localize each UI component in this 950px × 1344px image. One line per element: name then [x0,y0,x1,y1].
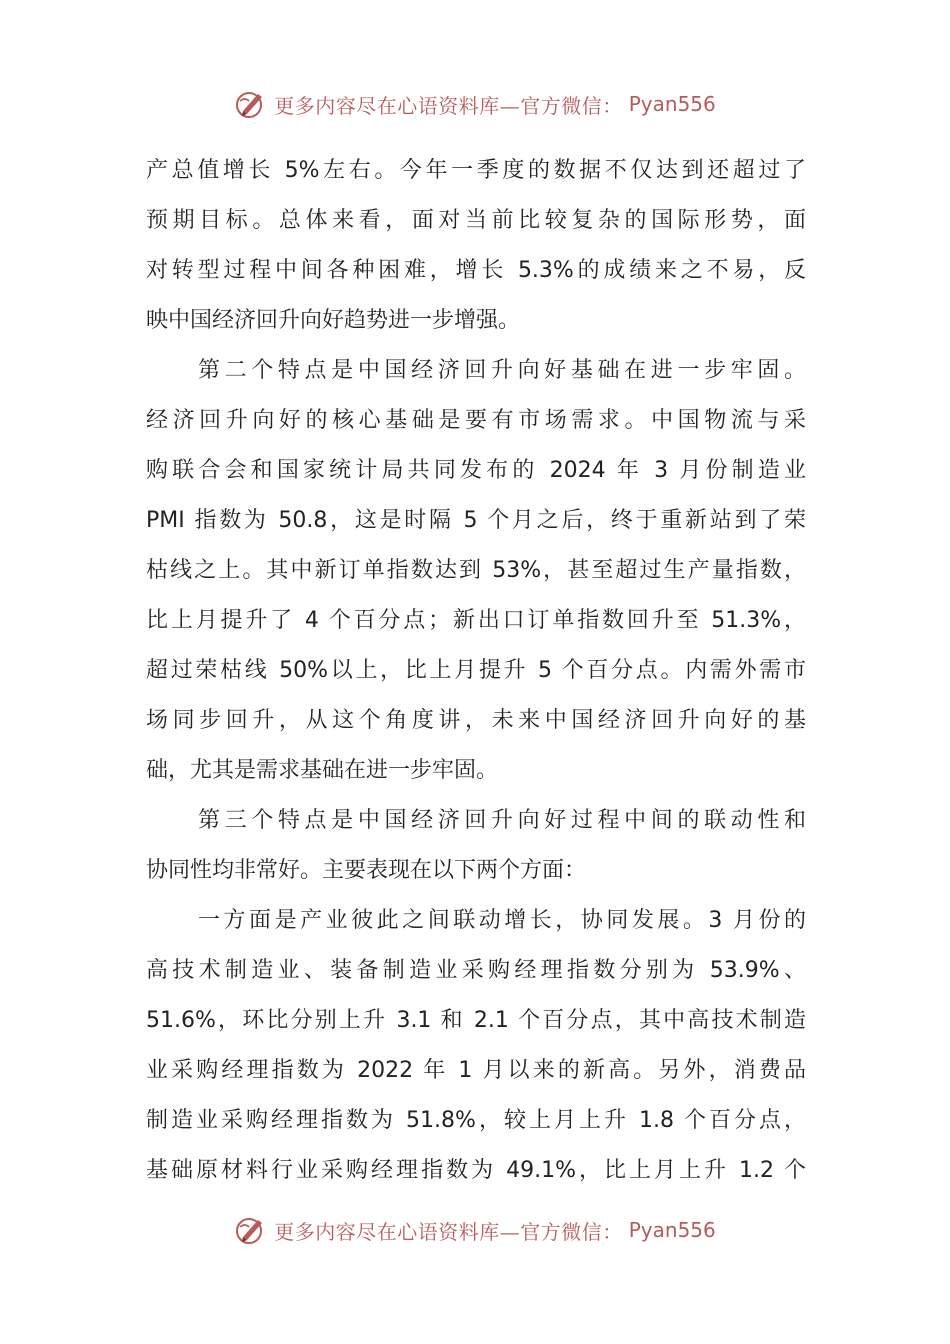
text-line: 业采购经理指数为 2022 年 1 月以来的新高。另外，消费品 [146,1058,806,1083]
text-line: 经济回升向好的核心基础是要有市场需求。中国物流与采 [146,408,806,433]
text-line: 购联合会和国家统计局共同发布的 2024 年 3 月份制造业 [146,458,806,483]
text-line: 制造业采购经理指数为 51.8%，较上月上升 1.8 个百分点， [146,1108,806,1133]
text-line: 基础原材料行业采购经理指数为 49.1%，比上月上升 1.2 个 [146,1158,806,1183]
text-line: 础，尤其是需求基础在进一步牢固。 [146,758,499,783]
text-line: 一方面是产业彼此之间联动增长，协同发展。3 月份的 [198,908,806,933]
pen-logo-icon [234,87,268,121]
text-line: 预期目标。总体来看，面对当前比较复杂的国际形势，面 [146,208,806,233]
text-line: 51.6%，环比分别上升 3.1 和 2.1 个百分点，其中高技术制造 [146,1008,806,1033]
text-line: 产总值增长 5%左右。今年一季度的数据不仅达到还超过了 [146,158,806,183]
document-body [146,146,806,1196]
text-line: PMI 指数为 50.8，这是时隔 5 个月之后，终于重新站到了荣 [146,508,806,533]
text-line: 第三个特点是中国经济回升向好过程中间的联动性和 [198,808,806,833]
text-line: 第二个特点是中国经济回升向好基础在进一步牢固。 [198,358,806,383]
text-line: 场同步回升，从这个角度讲，未来中国经济回升向好的基 [146,708,806,733]
header-watermark [0,84,950,124]
watermark-text: 更多内容尽在心语资料库—官方微信： [274,1219,623,1244]
text-line: 枯线之上。其中新订单指数达到 53%，甚至超过生产量指数， [146,558,806,583]
watermark-brand: Pyan556 [628,1218,716,1242]
pen-logo-icon [234,1213,268,1247]
text-line: 映中国经济回升向好趋势进一步增强。 [146,308,521,333]
text-line: 比上月提升了 4 个百分点；新出口订单指数回升至 51.3%， [146,608,806,633]
text-line: 对转型过程中间各种困难，增长 5.3%的成绩来之不易，反 [146,258,806,283]
watermark-brand: Pyan556 [628,92,716,116]
watermark-text: 更多内容尽在心语资料库—官方微信： [274,93,623,118]
text-line: 协同性均非常好。主要表现在以下两个方面： [146,858,587,883]
text-line: 高技术制造业、装备制造业采购经理指数分别为 53.9%、 [146,958,806,983]
footer-watermark [0,1210,950,1250]
text-line: 超过荣枯线 50%以上，比上月提升 5 个百分点。内需外需市 [146,658,806,683]
